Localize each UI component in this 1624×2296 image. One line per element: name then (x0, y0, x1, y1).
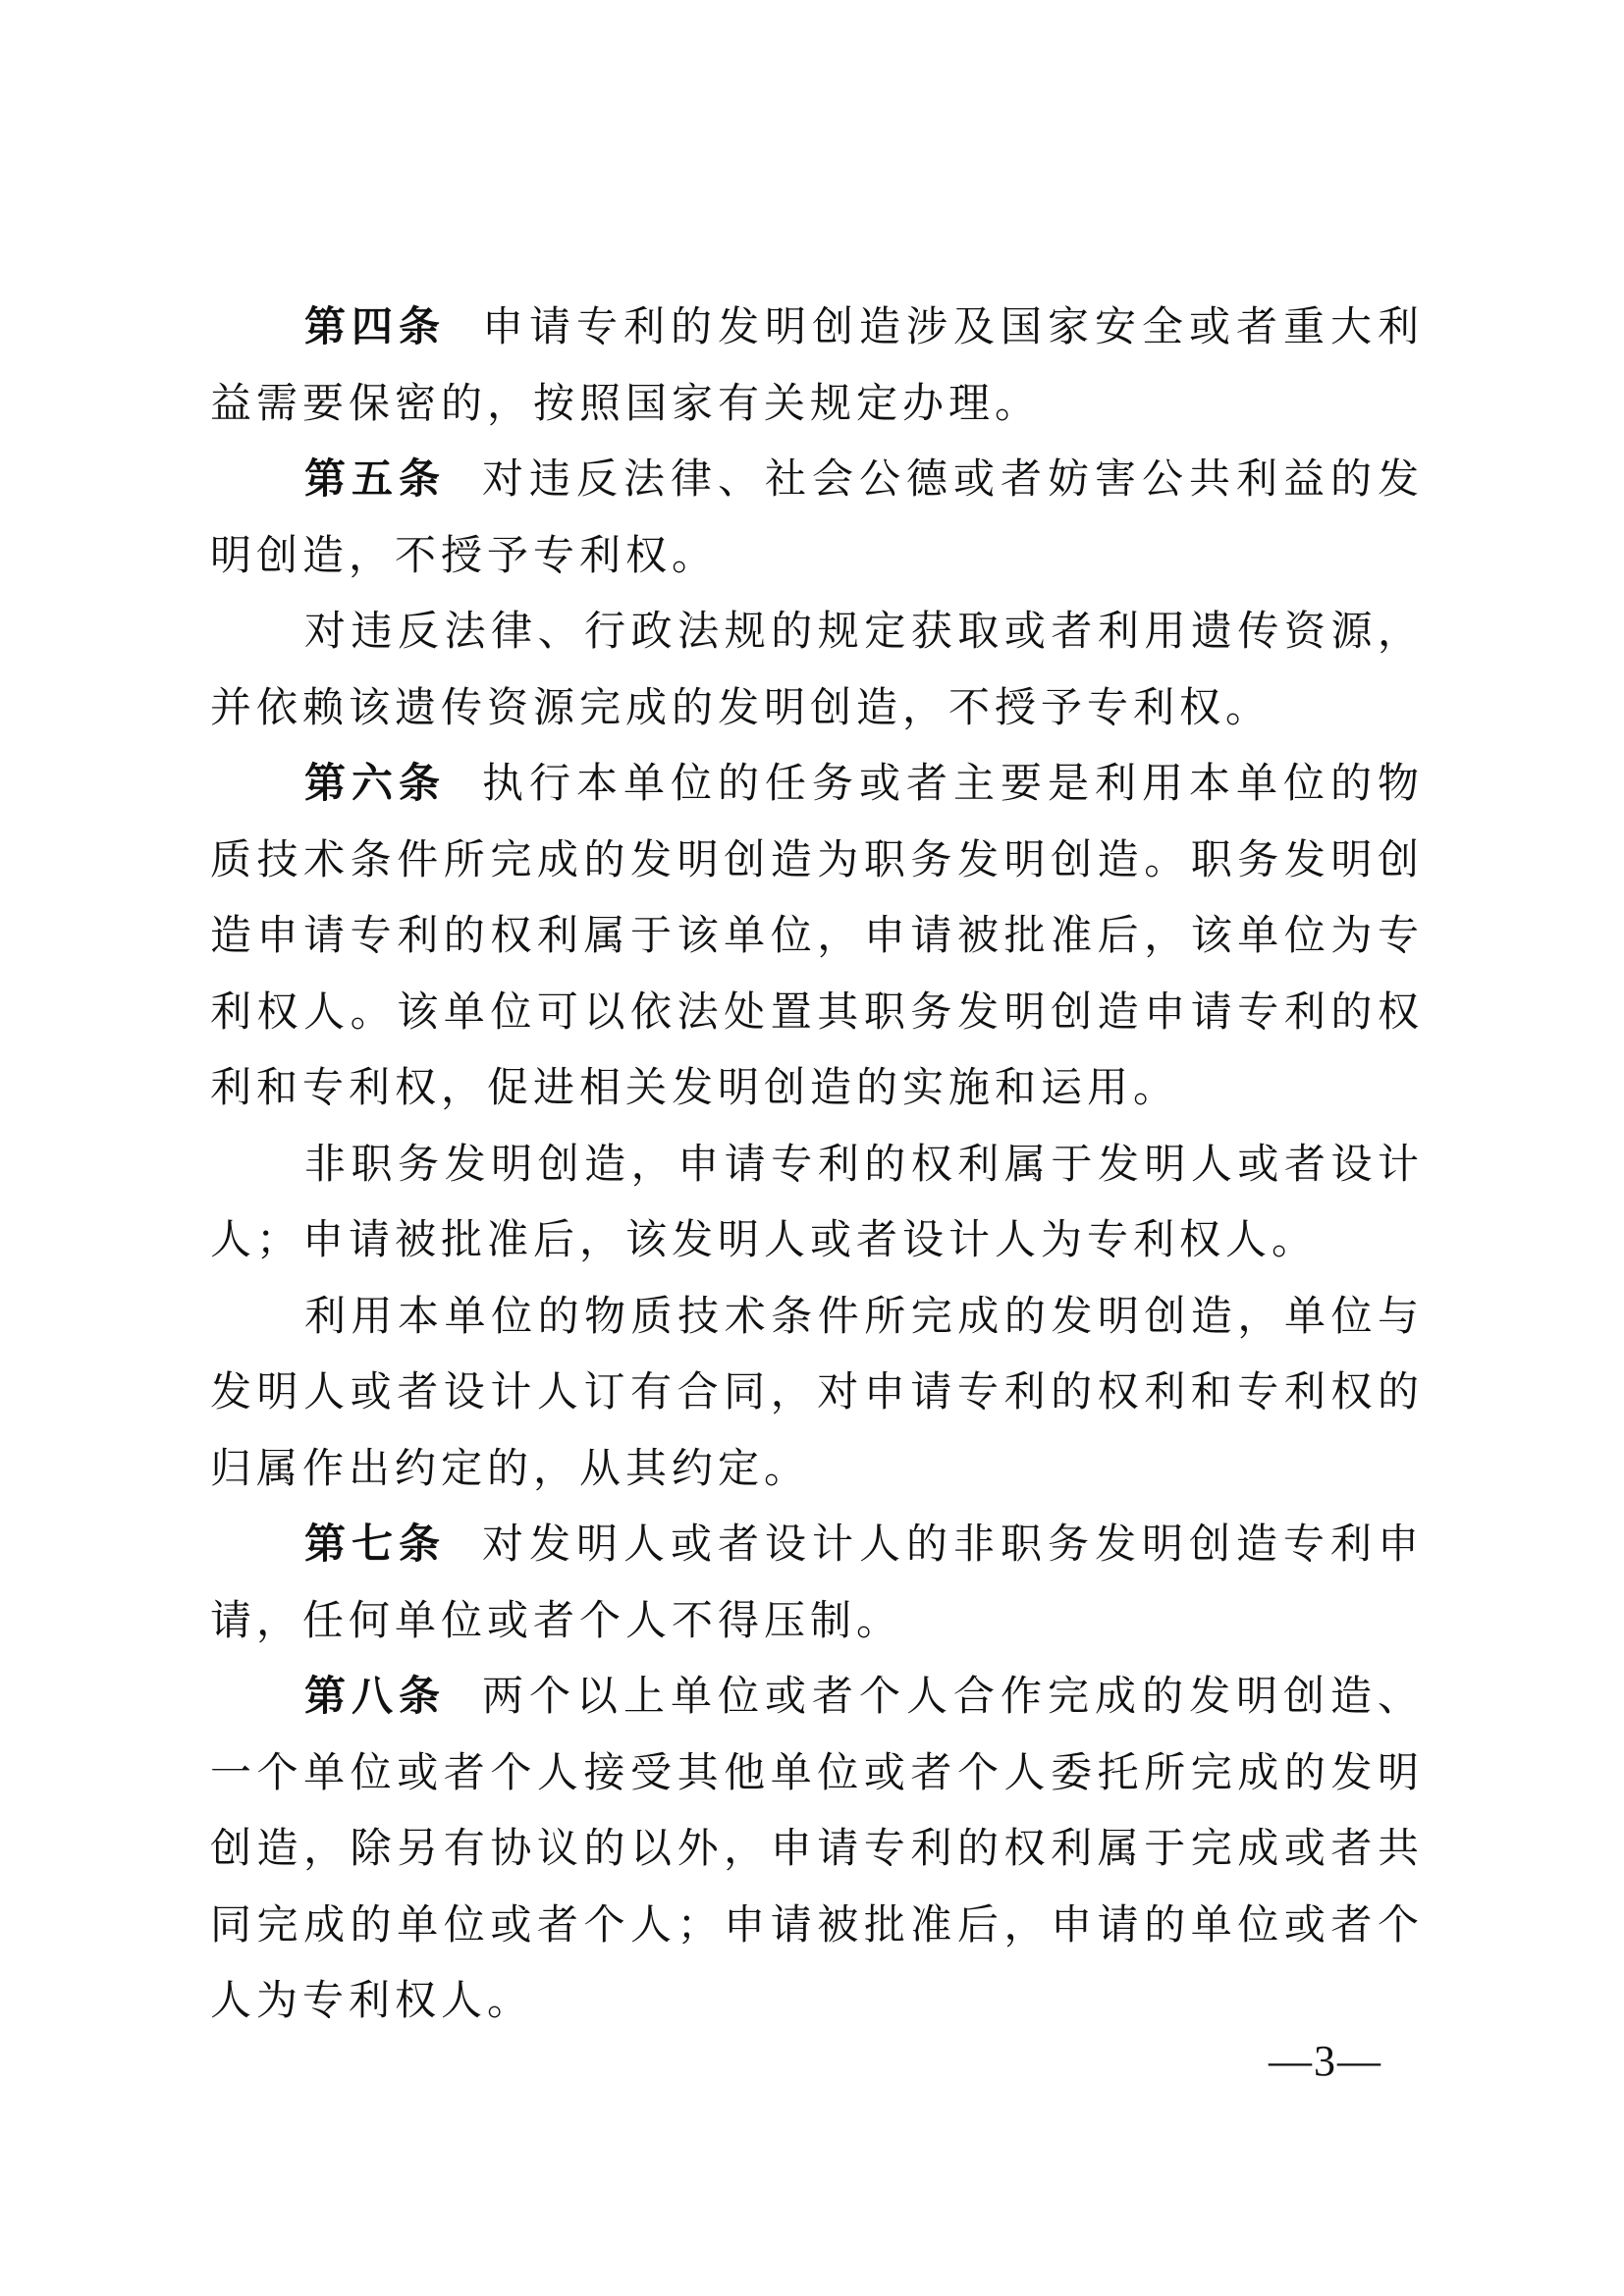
paragraph-text: 对发明人或者设计人的非职务发明创造专利申请，任何单位或者个人不得压制。 (210, 1522, 1424, 1644)
paragraph (210, 595, 1424, 747)
paragraph-text: 申请专利的发明创造涉及国家安全或者重大利益需要保密的，按照国家有关规定办理。 (210, 305, 1424, 427)
paragraph-text: 对违反法律、行政法规的规定获取或者利用遗传资源，并依赖该遗传资源完成的发明创造，不授予专利权。 (210, 610, 1424, 731)
paragraph-text: 两个以上单位或者个人合作完成的发明创造、一个单位或者个人接受其他单位或者个人委托所完成的发明创造，除另有协议的以外，申请专利的权利属于完成或者共同完成的单位或者个人；申请被批准后，申请的单位或者个人为专利权人。 (210, 1675, 1424, 2024)
paragraph (210, 443, 1424, 595)
paragraph-text: 对违反法律、社会公德或者妨害公共利益的发明创造，不授予专利权。 (210, 457, 1424, 579)
page-number: —3— (1269, 2037, 1382, 2085)
document-body (210, 291, 1424, 2041)
article-number-label: 第五条 (304, 457, 446, 503)
paragraph (210, 1128, 1424, 1280)
paragraph-text: 利用本单位的物质技术条件所完成的发明创造，单位与发明人或者设计人订有合同，对申请专利的权利和专利权的归属作出约定的，从其约定。 (210, 1294, 1424, 1492)
paragraph (210, 1280, 1424, 1509)
paragraph (210, 291, 1424, 443)
paragraph (210, 1660, 1424, 2041)
paragraph (210, 1508, 1424, 1660)
article-number-label: 第八条 (304, 1675, 446, 1720)
paragraph-text: 非职务发明创造，申请专利的权利属于发明人或者设计人；申请被批准后，该发明人或者设计人为专利权人。 (210, 1142, 1424, 1263)
paragraph (210, 747, 1424, 1128)
article-number-label: 第七条 (304, 1522, 446, 1568)
article-number-label: 第四条 (304, 305, 446, 350)
article-number-label: 第六条 (304, 762, 446, 807)
paragraph-text: 执行本单位的任务或者主要是利用本单位的物质技术条件所完成的发明创造为职务发明创造。职务发明创造申请专利的权利属于该单位，申请被批准后，该单位为专利权人。该单位可以依法处置其职务发明创造申请专利的权利和专利权，促进相关发明创造的实施和运用。 (210, 762, 1424, 1111)
